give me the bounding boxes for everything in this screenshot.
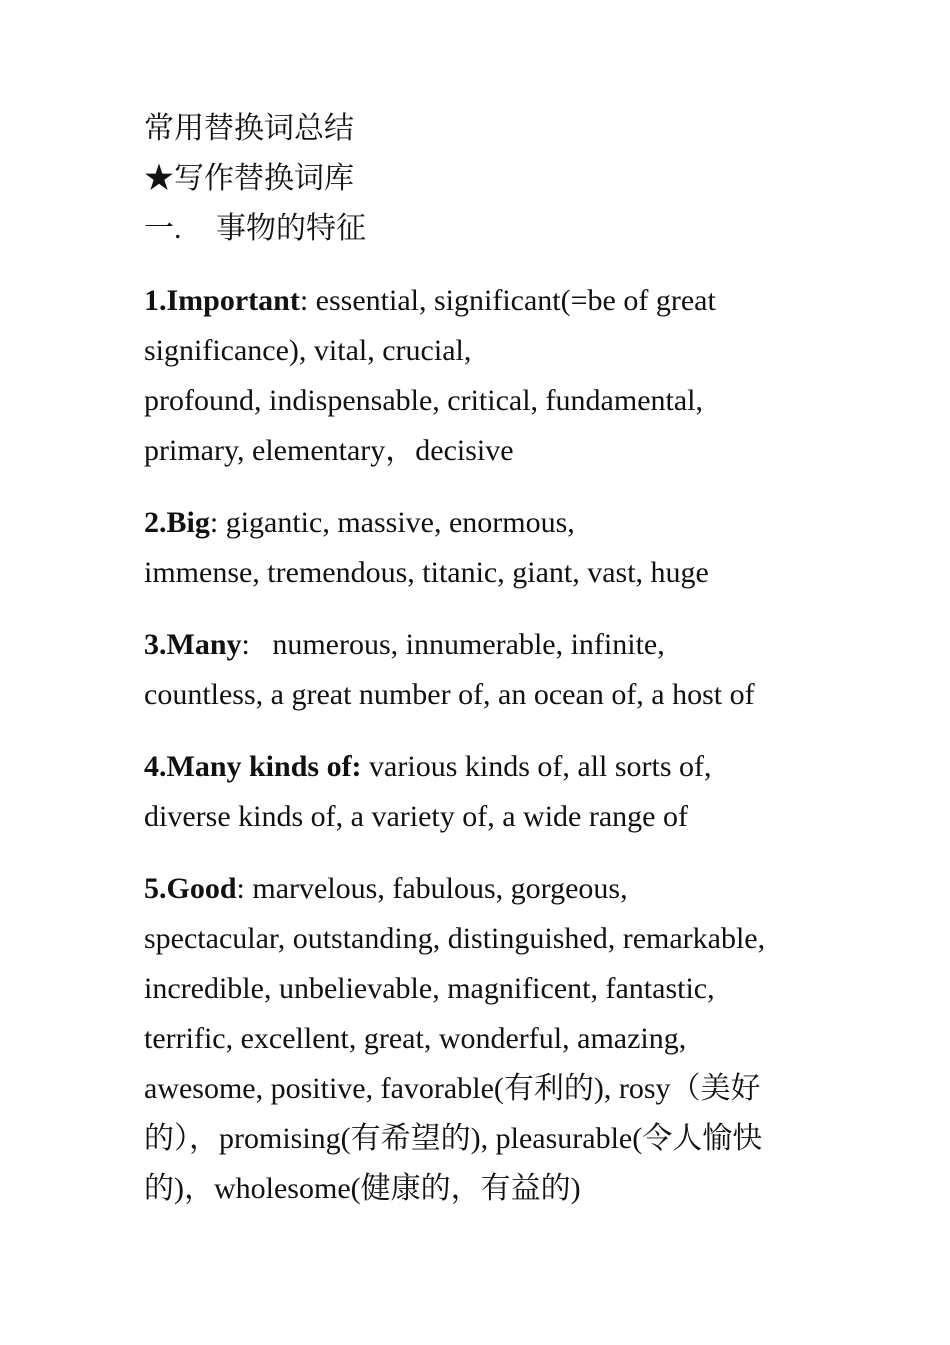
entry-line: profound, indispensable, critical, fundamental, — [144, 384, 703, 417]
entry-line — [144, 620, 824, 670]
entry-line — [144, 498, 824, 548]
entry-line: countless, a great number of, an ocean of, a host of — [144, 678, 755, 711]
entry-line: diverse kinds of, a variety of, a wide range of — [144, 800, 688, 833]
section-number: 一. — [144, 212, 182, 245]
entry-line: spectacular, outstanding, distinguished, remarkable, — [144, 922, 766, 955]
entry-line: significance), vital, crucial, — [144, 334, 472, 367]
entry-line: terrific, excellent, great, wonderful, amazing, — [144, 1022, 687, 1055]
section-title: 事物的特征 — [216, 212, 366, 245]
entry-line: 的），promising(有希望的), pleasurable(令人愉快 — [144, 1122, 763, 1155]
entry-text: : gigantic, massive, enormous, — [209, 506, 575, 539]
section-heading — [144, 204, 824, 254]
entry-term: 4.Many kinds of: — [144, 750, 362, 783]
title-text: 常用替换词总结 — [144, 112, 354, 145]
entry-line: primary, elementary，decisive — [144, 434, 514, 467]
entry-line: awesome, positive, favorable(有利的), rosy（美好 — [144, 1072, 761, 1105]
document-subtitle: ★写作替换词库 — [144, 162, 354, 195]
entry-term: 5.Good — [144, 872, 237, 905]
entry-term: 3.Many — [144, 628, 242, 661]
entry-text: : essential, significant(=be of great — [299, 284, 716, 317]
entry-text: : marvelous, fabulous, gorgeous, — [236, 872, 628, 905]
entry-line: 的)，wholesome(健康的，有益的) — [144, 1172, 581, 1205]
entry-many-kinds — [144, 742, 824, 842]
entry-term: 2.Big — [144, 506, 210, 539]
entry-important — [144, 276, 824, 476]
document-content — [144, 104, 824, 1214]
document-title — [144, 104, 824, 154]
entry-text: various kinds of, all sorts of, — [361, 750, 712, 783]
entry-good — [144, 864, 824, 1214]
entry-line — [144, 742, 824, 792]
entry-big — [144, 498, 824, 598]
entry-line — [144, 276, 824, 326]
entry-many — [144, 620, 824, 720]
entry-text: : numerous, innumerable, infinite, — [241, 628, 665, 661]
entry-term: 1.Important — [144, 284, 300, 317]
entry-line: immense, tremendous, titanic, giant, vast, huge — [144, 556, 709, 589]
entry-line — [144, 864, 824, 914]
entry-line: incredible, unbelievable, magnificent, fantastic, — [144, 972, 715, 1005]
